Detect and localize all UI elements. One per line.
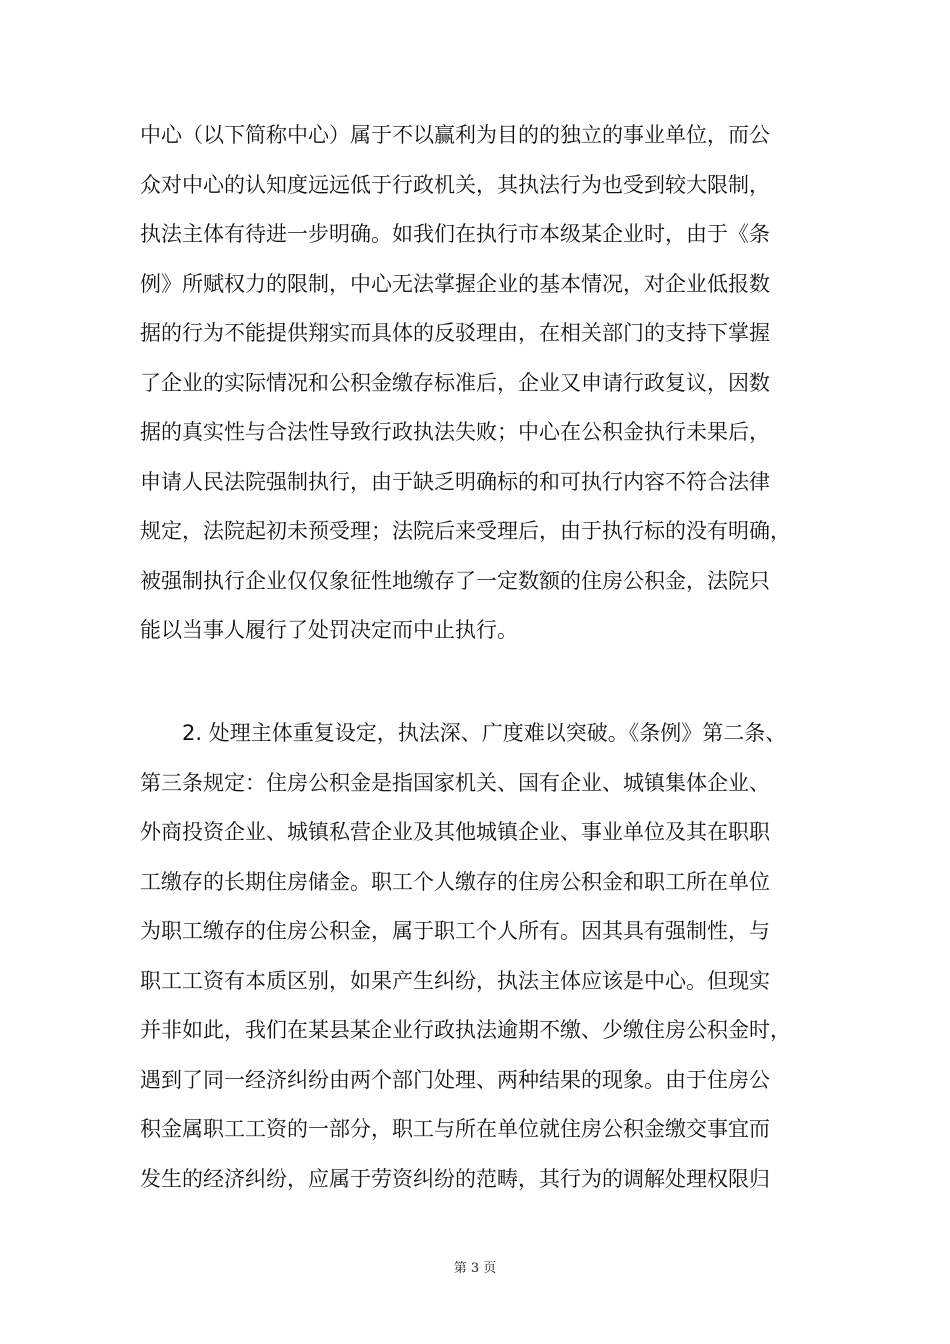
text-line: 了企业的实际情况和公积金缴存标准后，企业又申请行政复议，因数 [140, 370, 770, 395]
text-line: 第三条规定：住房公积金是指国家机关、国有企业、城镇集体企业、 [140, 770, 770, 795]
page-number: 第 3 页 [453, 1261, 497, 1276]
text-line: 积金属职工工资的一部分，职工与所在单位就住房公积金缴交事宜而 [140, 1117, 770, 1141]
text-line: 例》所赋权力的限制，中心无法掌握企业的基本情况，对企业低报数 [140, 271, 770, 296]
paragraph-2 [140, 709, 840, 1204]
text-line: 职工工资有本质区别，如果产生纠纷，执法主体应该是中心。但现实 [140, 968, 770, 993]
text-line: 规定，法院起初未预受理；法院后来受理后，由于执行标的没有明确， [140, 519, 791, 543]
text-line: 据的真实性与合法性导致行政执法失败；中心在公积金执行未果后， [140, 420, 770, 444]
text-line: 外商投资企业、城镇私营企业及其他城镇企业、事业单位及其在职职 [140, 820, 770, 844]
text-line: 众对中心的认知度远远低于行政机关，其执法行为也受到较大限制， [140, 172, 770, 197]
text-line: 工缴存的长期住房储金。职工个人缴存的住房公积金和职工所在单位 [140, 869, 770, 894]
text-line: 被强制执行企业仅仅象征性地缴存了一定数额的住房公积金，法院只 [140, 568, 770, 593]
text-line: 发生的经济纠纷，应属于劳资纠纷的范畴，其行为的调解处理权限归 [140, 1166, 770, 1191]
text-line: 执法主体有待进一步明确。如我们在执行市本级某企业时，由于《条 [140, 222, 770, 246]
text-line: 能以当事人履行了处罚决定而中止执行。 [140, 618, 518, 642]
text-line: 遇到了同一经济纠纷由两个部门处理、两种结果的现象。由于住房公 [140, 1067, 770, 1092]
text-line: 为职工缴存的住房公积金，属于职工个人所有。因其具有强制性，与 [140, 919, 770, 943]
paragraph-1 [140, 111, 840, 656]
text-line: 并非如此，我们在某县某企业行政执法逾期不缴、少缴住房公积金时， [140, 1018, 791, 1042]
text-line: 中心（以下简称中心）属于不以赢利为目的的独立的事业单位，而公 [140, 123, 770, 147]
text-line: 申请人民法院强制执行，由于缺乏明确标的和可执行内容不符合法律 [140, 469, 770, 494]
text-line: 据的行为不能提供翔实而具体的反驳理由，在相关部门的支持下掌握 [140, 321, 770, 345]
text-line: 2. 处理主体重复设定，执法深、广度难以突破。《条例》第二条、 [140, 721, 787, 745]
